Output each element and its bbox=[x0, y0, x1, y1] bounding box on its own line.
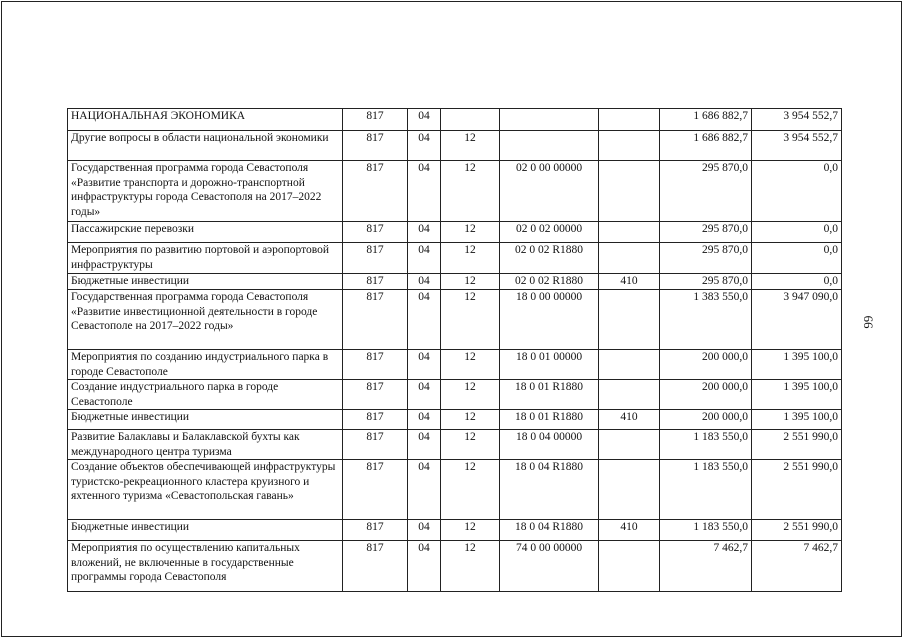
row-amount-1: 1 183 550,0 bbox=[660, 520, 752, 541]
row-name: Государственная программа города Севастополя «Развитие инвестиционной деятельности в городе Севастополе на 2017–2022 годы» bbox=[68, 290, 343, 350]
table-row bbox=[68, 541, 842, 592]
row-name: Бюджетные инвестиции bbox=[68, 520, 343, 541]
row-name: Бюджетные инвестиции bbox=[68, 274, 343, 290]
row-target-article: 18 0 04 R1880 bbox=[500, 460, 599, 520]
row-expense-type: 410 bbox=[599, 520, 660, 541]
row-ministry: 817 bbox=[343, 222, 408, 243]
row-amount-1: 1 183 550,0 bbox=[660, 430, 752, 460]
row-ministry: 817 bbox=[343, 380, 408, 410]
row-section: 04 bbox=[408, 161, 441, 222]
row-amount-1: 200 000,0 bbox=[660, 350, 752, 380]
row-amount-2: 2 551 990,0 bbox=[752, 430, 842, 460]
row-name: Мероприятия по развитию портовой и аэропортовой инфраструктуры bbox=[68, 243, 343, 274]
row-section: 04 bbox=[408, 541, 441, 592]
table-row bbox=[68, 410, 842, 430]
row-section: 04 bbox=[408, 460, 441, 520]
row-expense-type bbox=[599, 109, 660, 131]
row-target-article bbox=[500, 109, 599, 131]
row-subsection: 12 bbox=[441, 350, 500, 380]
row-amount-1: 1 686 882,7 bbox=[660, 131, 752, 161]
row-expense-type bbox=[599, 460, 660, 520]
row-target-article: 02 0 02 R1880 bbox=[500, 243, 599, 274]
table-row bbox=[68, 460, 842, 520]
row-target-article bbox=[500, 131, 599, 161]
row-expense-type bbox=[599, 350, 660, 380]
row-amount-1: 1 383 550,0 bbox=[660, 290, 752, 350]
row-expense-type bbox=[599, 541, 660, 592]
table-row bbox=[68, 222, 842, 243]
row-expense-type bbox=[599, 290, 660, 350]
row-section: 04 bbox=[408, 410, 441, 430]
table-row bbox=[68, 520, 842, 541]
row-ministry: 817 bbox=[343, 350, 408, 380]
row-section: 04 bbox=[408, 274, 441, 290]
row-amount-1: 295 870,0 bbox=[660, 161, 752, 222]
row-target-article: 02 0 00 00000 bbox=[500, 161, 599, 222]
row-section: 04 bbox=[408, 243, 441, 274]
budget-table bbox=[67, 108, 842, 592]
row-amount-2: 0,0 bbox=[752, 274, 842, 290]
row-target-article: 18 0 01 R1880 bbox=[500, 380, 599, 410]
row-name: НАЦИОНАЛЬНАЯ ЭКОНОМИКА bbox=[68, 109, 343, 131]
row-section: 04 bbox=[408, 222, 441, 243]
row-ministry: 817 bbox=[343, 161, 408, 222]
row-ministry: 817 bbox=[343, 430, 408, 460]
row-ministry: 817 bbox=[343, 243, 408, 274]
row-subsection: 12 bbox=[441, 290, 500, 350]
row-ministry: 817 bbox=[343, 541, 408, 592]
row-name: Государственная программа города Севастополя «Развитие транспорта и дорожно-транспортной инфраструктуры города Севастополя на 2017–2022 годы» bbox=[68, 161, 343, 222]
row-amount-1: 295 870,0 bbox=[660, 243, 752, 274]
row-target-article: 18 0 04 R1880 bbox=[500, 520, 599, 541]
row-ministry: 817 bbox=[343, 410, 408, 430]
row-amount-2: 2 551 990,0 bbox=[752, 460, 842, 520]
row-ministry: 817 bbox=[343, 131, 408, 161]
row-expense-type: 410 bbox=[599, 410, 660, 430]
row-expense-type bbox=[599, 131, 660, 161]
table-row bbox=[68, 274, 842, 290]
row-amount-1: 200 000,0 bbox=[660, 380, 752, 410]
row-amount-2: 1 395 100,0 bbox=[752, 350, 842, 380]
row-section: 04 bbox=[408, 350, 441, 380]
row-ministry: 817 bbox=[343, 109, 408, 131]
row-name: Мероприятия по осуществлению капитальных вложений, не включенные в государственные программы города Севастополя bbox=[68, 541, 343, 592]
row-amount-2: 1 395 100,0 bbox=[752, 410, 842, 430]
row-ministry: 817 bbox=[343, 290, 408, 350]
row-subsection: 12 bbox=[441, 222, 500, 243]
row-ministry: 817 bbox=[343, 274, 408, 290]
row-section: 04 bbox=[408, 131, 441, 161]
row-target-article: 18 0 04 00000 bbox=[500, 430, 599, 460]
table-row bbox=[68, 131, 842, 161]
row-subsection: 12 bbox=[441, 243, 500, 274]
row-section: 04 bbox=[408, 430, 441, 460]
table-row bbox=[68, 161, 842, 222]
row-amount-2: 3 947 090,0 bbox=[752, 290, 842, 350]
row-amount-2: 0,0 bbox=[752, 243, 842, 274]
row-amount-2: 2 551 990,0 bbox=[752, 520, 842, 541]
row-section: 04 bbox=[408, 520, 441, 541]
table-row bbox=[68, 350, 842, 380]
row-amount-2: 7 462,7 bbox=[752, 541, 842, 592]
row-subsection: 12 bbox=[441, 161, 500, 222]
row-expense-type: 410 bbox=[599, 274, 660, 290]
row-subsection: 12 bbox=[441, 541, 500, 592]
row-expense-type bbox=[599, 222, 660, 243]
row-subsection: 12 bbox=[441, 380, 500, 410]
row-target-article: 18 0 00 00000 bbox=[500, 290, 599, 350]
row-amount-1: 1 686 882,7 bbox=[660, 109, 752, 131]
row-section: 04 bbox=[408, 290, 441, 350]
row-expense-type bbox=[599, 380, 660, 410]
row-expense-type bbox=[599, 161, 660, 222]
row-name: Другие вопросы в области национальной экономики bbox=[68, 131, 343, 161]
table-row bbox=[68, 290, 842, 350]
row-target-article: 02 0 02 00000 bbox=[500, 222, 599, 243]
row-amount-2: 0,0 bbox=[752, 161, 842, 222]
row-amount-2: 3 954 552,7 bbox=[752, 131, 842, 161]
row-target-article: 18 0 01 R1880 bbox=[500, 410, 599, 430]
row-subsection: 12 bbox=[441, 274, 500, 290]
row-amount-1: 295 870,0 bbox=[660, 274, 752, 290]
row-target-article: 18 0 01 00000 bbox=[500, 350, 599, 380]
row-subsection: 12 bbox=[441, 520, 500, 541]
row-name: Бюджетные инвестиции bbox=[68, 410, 343, 430]
row-ministry: 817 bbox=[343, 520, 408, 541]
row-expense-type bbox=[599, 243, 660, 274]
row-name: Создание индустриального парка в городе Севастополе bbox=[68, 380, 343, 410]
row-subsection: 12 bbox=[441, 131, 500, 161]
row-target-article: 02 0 02 R1880 bbox=[500, 274, 599, 290]
table-row bbox=[68, 380, 842, 410]
row-subsection: 12 bbox=[441, 460, 500, 520]
row-name: Пассажирские перевозки bbox=[68, 222, 343, 243]
row-ministry: 817 bbox=[343, 460, 408, 520]
row-amount-2: 1 395 100,0 bbox=[752, 380, 842, 410]
row-amount-1: 200 000,0 bbox=[660, 410, 752, 430]
row-subsection: 12 bbox=[441, 410, 500, 430]
table-row bbox=[68, 109, 842, 131]
table-row bbox=[68, 243, 842, 274]
row-section: 04 bbox=[408, 109, 441, 131]
row-amount-1: 1 183 550,0 bbox=[660, 460, 752, 520]
row-amount-1: 7 462,7 bbox=[660, 541, 752, 592]
row-name: Создание объектов обеспечивающей инфраструктуры туристско-рекреационного кластера круизного и яхтенного туризма «Севастопольская гавань» bbox=[68, 460, 343, 520]
row-subsection: 12 bbox=[441, 430, 500, 460]
row-section: 04 bbox=[408, 380, 441, 410]
row-amount-2: 3 954 552,7 bbox=[752, 109, 842, 131]
row-amount-1: 295 870,0 bbox=[660, 222, 752, 243]
table-row bbox=[68, 430, 842, 460]
row-amount-2: 0,0 bbox=[752, 222, 842, 243]
row-target-article: 74 0 00 00000 bbox=[500, 541, 599, 592]
page-number: 66 bbox=[861, 315, 876, 329]
row-name: Развитие Балаклавы и Балаклавской бухты как международного центра туризма bbox=[68, 430, 343, 460]
row-subsection bbox=[441, 109, 500, 131]
row-name: Мероприятия по созданию индустриального парка в городе Севастополе bbox=[68, 350, 343, 380]
row-expense-type bbox=[599, 430, 660, 460]
